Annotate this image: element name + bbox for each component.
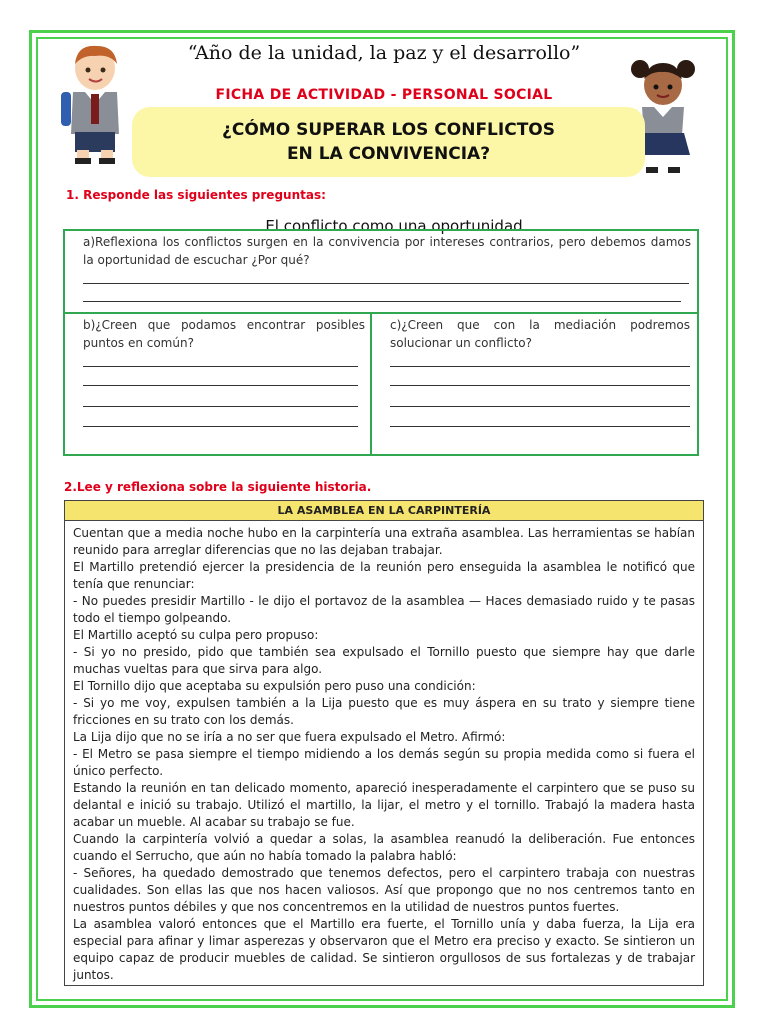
story-paragraph: - No puedes presidir Martillo - le dijo el portavoz de la asamblea — Haces demasiado ruido y te pasas todo el tiempo golpeando.: [73, 594, 695, 625]
question-b-text: b)¿Creen que podamos encontrar posibles puntos en común?: [83, 318, 365, 350]
answer-line[interactable]: [83, 385, 358, 386]
answer-line[interactable]: [390, 426, 690, 427]
story-title: LA ASAMBLEA EN LA CARPINTERÍA: [65, 501, 703, 521]
story-box: [64, 500, 704, 986]
answer-line[interactable]: [83, 301, 681, 302]
question-c-box: [370, 312, 699, 456]
story-paragraph: Cuentan que a media noche hubo en la carpintería una extraña asamblea. Las herramientas se habían reunido para arreglar diferencias que no las dejaban trabajar.: [73, 526, 695, 557]
story-paragraph: La Lija dijo que no se iría a no ser que fuera expulsado el Metro. Afirmó:: [73, 730, 506, 744]
story-body: [65, 521, 703, 984]
story-paragraph: El Tornillo dijo que aceptaba su expulsión pero puso una condición:: [73, 679, 476, 693]
question-c-text: c)¿Creen que con la mediación podremos solucionar un conflicto?: [390, 318, 690, 350]
answer-line[interactable]: [390, 385, 690, 386]
story-paragraph: La asamblea valoró entonces que el Martillo era fuerte, el Tornillo unía y daba fuerza, la Lija era especial para afinar y limar asperezas y observaron que el Metro era preciso y exacto. Se sintieron un equipo capaz de producir muebles de calidad. Se sintieron orgullosos de sus fortalezas y de trabajar juntos.: [73, 917, 695, 982]
answer-line[interactable]: [390, 406, 690, 407]
worksheet-title: ¿CÓMO SUPERAR LOS CONFLICTOS EN LA CONVIVENCIA?: [222, 120, 555, 164]
answer-line[interactable]: [83, 366, 358, 367]
section-1-label: 1. Responde las siguientes preguntas:: [66, 188, 326, 202]
worksheet-title-box: [132, 107, 645, 177]
section-2-label: 2.Lee y reflexiona sobre la siguiente historia.: [64, 480, 372, 494]
answer-line[interactable]: [390, 366, 690, 367]
story-paragraph: - El Metro se pasa siempre el tiempo midiendo a los demás según su propia medida como si fuera el único perfecto.: [73, 747, 695, 778]
question-b-box: [63, 312, 372, 456]
story-paragraph: - Si yo no presido, pido que también sea expulsado el Tornillo puesto que siempre hay que darle muchas vueltas para que sirva para algo.: [73, 645, 695, 676]
answer-line[interactable]: [83, 406, 358, 407]
section-1-subtitle: El conflicto como una oportunidad: [265, 217, 523, 235]
question-a-box: [63, 229, 699, 314]
story-paragraph: Estando la reunión en tan delicado momento, apareció inesperadamente el carpintero que se puso su delantal e inició su trabajo. Utilizó el martillo, la lijar, el metro y el tornillo. Trabajó la madera hasta acabar un mueble. Al acabar su trabajo se fue.: [73, 781, 695, 829]
question-a-text: a)Reflexiona los conflictos surgen en la convivencia por intereses contrarios, pero debemos damos la oportunidad de escuchar ¿Por qué?: [83, 235, 691, 267]
answer-line[interactable]: [83, 426, 358, 427]
story-paragraph: El Martillo pretendió ejercer la presidencia de la reunión pero enseguida la asamblea le notificó que tenía que renunciar:: [73, 560, 695, 591]
answer-line[interactable]: [83, 283, 689, 284]
worksheet-subject: FICHA DE ACTIVIDAD - PERSONAL SOCIAL: [215, 87, 553, 103]
story-paragraph: El Martillo aceptó su culpa pero propuso:: [73, 628, 319, 642]
story-paragraph: Cuando la carpintería volvió a quedar a solas, la asamblea reanudó la deliberación. Fue entonces cuando el Serrucho, que aún no había tomado la palabra habló:: [73, 832, 695, 863]
story-paragraph: - Si yo me voy, expulsen también a la Lija puesto que es muy áspera en su trato y siempre tiene fricciones en su trato con los demás.: [73, 696, 695, 727]
story-paragraph: - Señores, ha quedado demostrado que tenemos defectos, pero el carpintero trabaja con nuestras cualidades. Son ellas las que nos hacen valiosos. Así que propongo que no nos centremos tanto en nuestros puntos débiles y que nos concentremos en la utilidad de nuestros puntos fuertes.: [73, 866, 695, 914]
motto-heading: “Año de la unidad, la paz y el desarrollo”: [187, 42, 581, 64]
